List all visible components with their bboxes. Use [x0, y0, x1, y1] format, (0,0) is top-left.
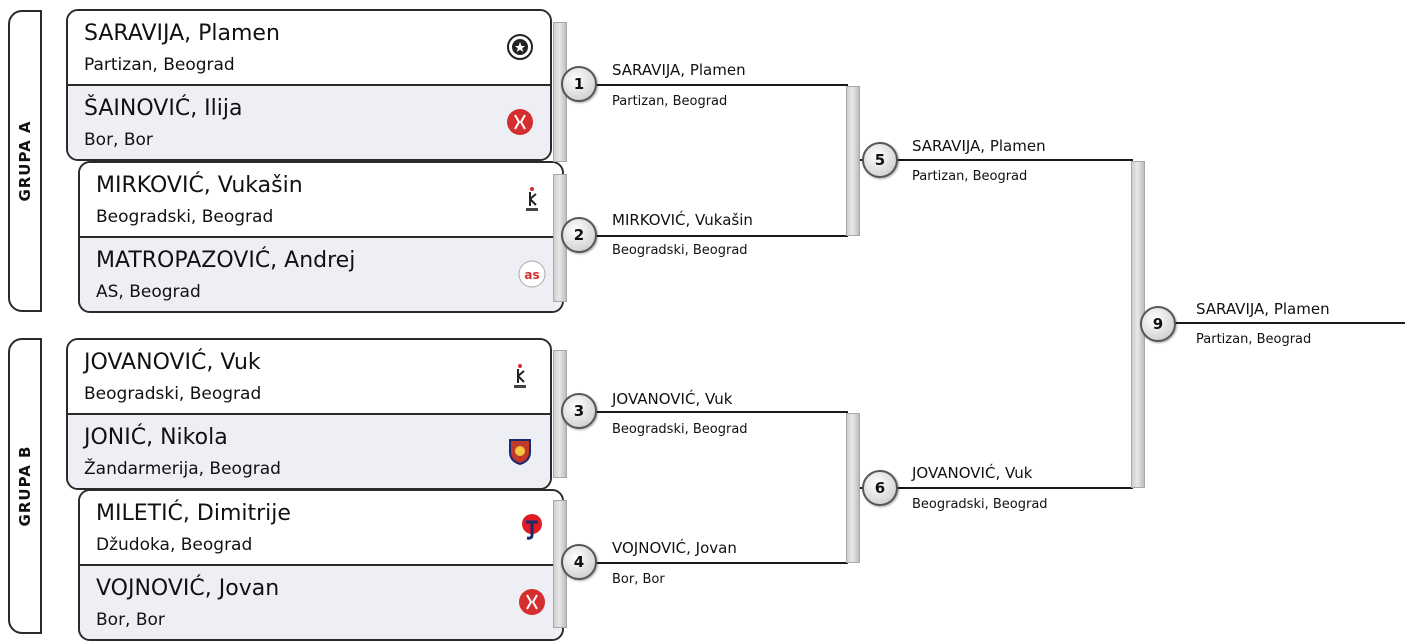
match-2-winner-club: Beogradski, Beograd: [612, 243, 748, 258]
bracket-line: [860, 487, 1133, 489]
match-number-4[interactable]: 4: [561, 544, 597, 580]
match-box-3: [66, 338, 552, 490]
match-1-winner-name: SARAVIJA, Plamen: [612, 61, 746, 79]
group-a-label: GRUPA A: [16, 120, 34, 202]
competitor-club: Žandarmerija, Beograd: [84, 459, 281, 479]
match-4-winner-name: VOJNOVIĆ, Jovan: [612, 539, 737, 557]
connector-bar: [846, 86, 860, 236]
beogradski-logo-icon: [506, 362, 534, 390]
competitor-slot[interactable]: [80, 566, 562, 641]
as-logo-icon: [518, 260, 546, 288]
bor-logo-icon: [518, 588, 546, 616]
competitor-club: Beogradski, Beograd: [96, 207, 274, 227]
competitor-name: SARAVIJA, Plamen: [84, 21, 280, 46]
competitor-slot[interactable]: [80, 163, 562, 238]
competitor-name: ŠAINOVIĆ, Ilija: [84, 96, 243, 121]
competitor-slot[interactable]: [68, 11, 550, 86]
match-number-9[interactable]: 9: [1140, 306, 1176, 342]
competitor-name: VOJNOVIĆ, Jovan: [96, 576, 280, 601]
bracket-line: [567, 562, 848, 564]
match-number-5[interactable]: 5: [862, 142, 898, 178]
match-number-6[interactable]: 6: [862, 470, 898, 506]
match-2-winner-name: MIRKOVIĆ, Vukašin: [612, 211, 753, 229]
bracket-line: [1145, 322, 1405, 324]
match-9-winner-name: SARAVIJA, Plamen: [1196, 300, 1330, 318]
competitor-club: Džudoka, Beograd: [96, 535, 253, 555]
match-box-4: [78, 489, 564, 641]
competitor-slot[interactable]: [80, 238, 562, 313]
competitor-club: Bor, Bor: [96, 610, 165, 630]
match-number-3[interactable]: 3: [561, 393, 597, 429]
competitor-name: MILETIĆ, Dimitrije: [96, 501, 291, 526]
connector-bar: [846, 413, 860, 563]
match-5-winner-name: SARAVIJA, Plamen: [912, 137, 1046, 155]
competitor-club: Bor, Bor: [84, 130, 153, 150]
zandarmerija-logo-icon: [506, 437, 534, 465]
svg-text:as: as: [524, 268, 540, 282]
match-number-1[interactable]: 1: [561, 66, 597, 102]
dzudoka-logo-icon: [518, 513, 546, 541]
match-box-2: [78, 161, 564, 313]
match-6-winner-club: Beogradski, Beograd: [912, 497, 1048, 512]
competitor-club: Beogradski, Beograd: [84, 384, 262, 404]
match-5-winner-club: Partizan, Beograd: [912, 169, 1028, 184]
bracket-line: [567, 411, 848, 413]
bracket-line: [567, 235, 848, 237]
competitor-slot[interactable]: [68, 340, 550, 415]
match-3-winner-name: JOVANOVIĆ, Vuk: [612, 390, 733, 408]
match-4-winner-club: Bor, Bor: [612, 572, 665, 587]
competitor-name: JONIĆ, Nikola: [84, 425, 228, 450]
match-6-winner-name: JOVANOVIĆ, Vuk: [912, 464, 1033, 482]
beogradski-logo-icon: [518, 185, 546, 213]
bor-logo-icon: [506, 108, 534, 136]
competitor-name: JOVANOVIĆ, Vuk: [84, 350, 261, 375]
group-a-tab: [8, 10, 42, 312]
group-b-label: GRUPA B: [16, 445, 34, 527]
match-number-2[interactable]: 2: [561, 217, 597, 253]
competitor-name: MIRKOVIĆ, Vukašin: [96, 173, 303, 198]
bracket-line: [860, 159, 1133, 161]
competitor-slot[interactable]: [80, 491, 562, 566]
competitor-slot[interactable]: [68, 415, 550, 490]
match-3-winner-club: Beogradski, Beograd: [612, 422, 748, 437]
bracket-line: [567, 84, 848, 86]
competitor-club: Partizan, Beograd: [84, 55, 235, 75]
competitor-club: AS, Beograd: [96, 282, 201, 302]
match-box-1: [66, 9, 552, 161]
match-1-winner-club: Partizan, Beograd: [612, 94, 728, 109]
competitor-name: MATROPAZOVIĆ, Andrej: [96, 248, 356, 273]
partizan-logo-icon: [506, 33, 534, 61]
match-9-winner-club: Partizan, Beograd: [1196, 332, 1312, 347]
group-b-tab: [8, 338, 42, 634]
competitor-slot[interactable]: [68, 86, 550, 161]
